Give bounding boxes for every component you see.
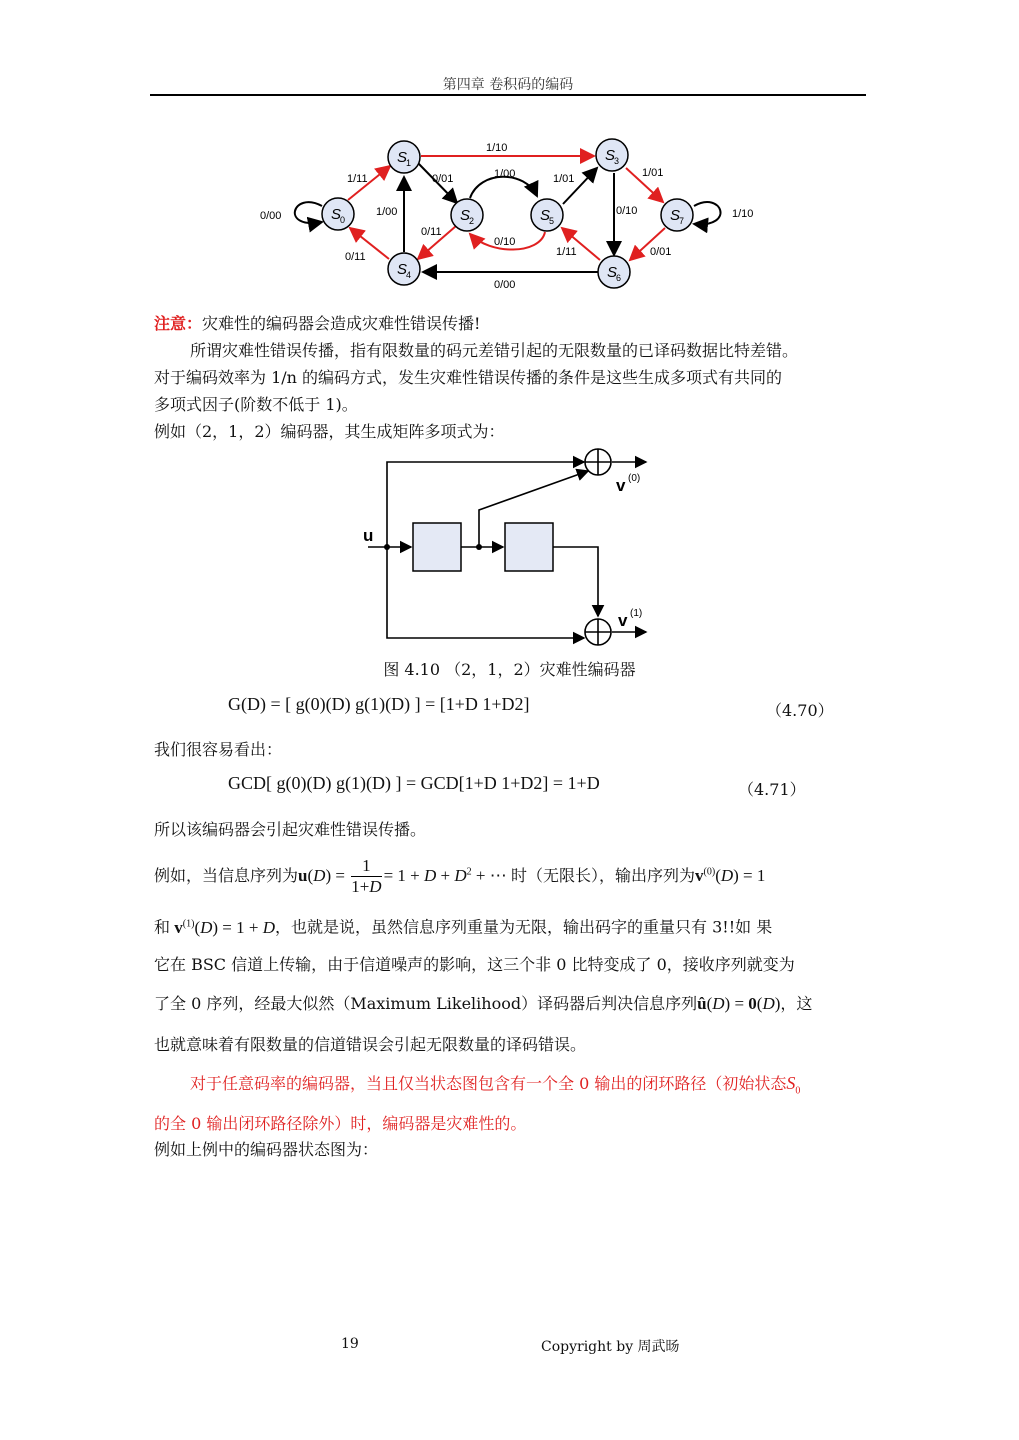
label-s1-s2: 0/01 [432,173,454,185]
state-s6 [598,256,630,288]
svg-text:S: S [670,207,681,224]
equation-471: GCD[ g(0)(D) g(1)(D) ] = GCD[1+D 1+D2] = 1+D [228,773,600,793]
state-s5 [531,199,563,231]
theorem-line1: 对于任意码率的编码器，当且仅当状态图包含有一个全 0 输出的闭环路径（初始状态$S_0$ [190,1073,801,1097]
out1-sup: (1) [630,608,643,619]
svg-text:2: 2 [469,216,475,226]
example2-line5: 也就意味着有限数量的信道错误会引起无限数量的译码错误。 [154,1035,587,1054]
header-rule [150,94,866,96]
conclusion: 所以该编码器会引起灾难性错误传播。 [154,820,427,839]
note-label: 注意： [154,314,203,333]
state-s4 [388,253,420,285]
svg-text:7: 7 [679,216,685,226]
label-s2-s5: 1/00 [494,168,516,180]
example2-line1: 例如，当信息序列为u(D) = $\frac{1}{1+D}$ = $1 + D + D^2$ + ⋯ 时（无限长），输出序列为$v^{(0)}(D) = 1$ [154,856,766,896]
svg-text:1: 1 [406,158,412,168]
page-number: 19 [341,1336,359,1352]
svg-text:S: S [397,149,408,166]
svg-text:0: 0 [340,215,346,225]
example2-line2: 和 $v^{(1)}(D) = 1 + D$，也就是说，虽然信息序列重量为无限，输出码字的重量只有 3!!如 果 [154,917,773,937]
label-s6-s5: 1/11 [556,246,577,258]
out0-label: v [616,476,626,495]
example2-line4: 了全 0 序列，经最大似然（Maximum Likelihood）译码器后判决信息序列û(D) = 0(D)，这 [154,994,813,1013]
label-s5-s3: 1/01 [553,173,575,185]
example2-line3: 它在 BSC 信道上传输，由于信道噪声的影响，这三个非 0 比特变成了 0，接收序列就变为 [154,955,795,974]
state-s0 [322,198,354,230]
state-s2 [451,199,483,231]
label-s0-s1: 1/11 [347,173,368,185]
svg-text:S: S [331,206,342,223]
state-diagram [250,130,770,300]
label-s0-self: 0/00 [260,210,282,222]
label-s3-s7: 1/01 [642,167,664,179]
register-2 [505,523,553,571]
state-s3 [596,139,628,171]
label-s5-s2: 0/10 [494,236,516,248]
svg-text:5: 5 [549,216,555,226]
note-text: 灾难性的编码器会造成灾难性错误传播! [202,314,481,333]
edge-s7-self [694,202,721,224]
encoder-diagram [355,448,655,648]
wire-out [553,547,598,616]
svg-text:6: 6 [616,273,622,283]
theorem-line2: 的全 0 输出闭环路径除外）时，编码器是灾难性的。 [154,1114,527,1133]
equation-471-number: （4.71） [738,780,806,799]
svg-text:S: S [605,147,616,164]
figure-caption: 图 4.10 （2，1，2）灾难性编码器 [383,660,636,679]
out1-label: v [618,611,628,630]
label-s1-s3: 1/10 [486,142,508,154]
out0-sup: (0) [628,473,641,484]
input-label: u [363,526,374,545]
label-s6-s4: 0/00 [494,279,516,291]
equation-470: G(D) = [ g(0)(D) g(1)(D) ] = [1+D 1+D2] [228,694,530,714]
adder-top [585,449,611,475]
svg-text:4: 4 [406,270,412,280]
label-s7-s6: 0/01 [650,246,672,258]
state-s7 [661,199,693,231]
svg-text:S: S [460,207,471,224]
label-s2-s4: 0/11 [421,226,442,238]
para1-line3: 多项式因子(阶数不低于 1)。 [154,395,358,414]
label-s4-s0: 0/11 [345,251,366,263]
edge-s0-self [295,202,322,223]
equation-470-number: （4.70） [766,701,834,720]
state-s1 [388,141,420,173]
page-header: 第四章 卷积码的编码 [442,77,574,93]
svg-text:S: S [607,264,618,281]
svg-text:3: 3 [614,156,620,166]
we-see: 我们很容易看出： [154,740,283,759]
label-s4-s1: 1/00 [376,206,398,218]
label-s7-self: 1/10 [732,208,754,220]
label-s3-s6: 0/10 [616,205,638,217]
svg-text:S: S [397,261,408,278]
register-1 [413,523,461,571]
copyright: Copyright by 周武旸 [541,1339,680,1355]
svg-text:S: S [540,207,551,224]
adder-bottom [585,619,611,645]
example-intro: 例如（2，1，2）编码器，其生成矩阵多项式为： [154,422,505,441]
last-line: 例如上例中的编码器状态图为： [154,1140,379,1159]
para1-line2: 对于编码效率为 1/n 的编码方式，发生灾难性错误传播的条件是这些生成多项式有共同的 [154,368,783,387]
para1-line1: 所谓灾难性错误传播，指有限数量的码元差错引起的无限数量的已译码数据比特差错。 [190,341,799,360]
